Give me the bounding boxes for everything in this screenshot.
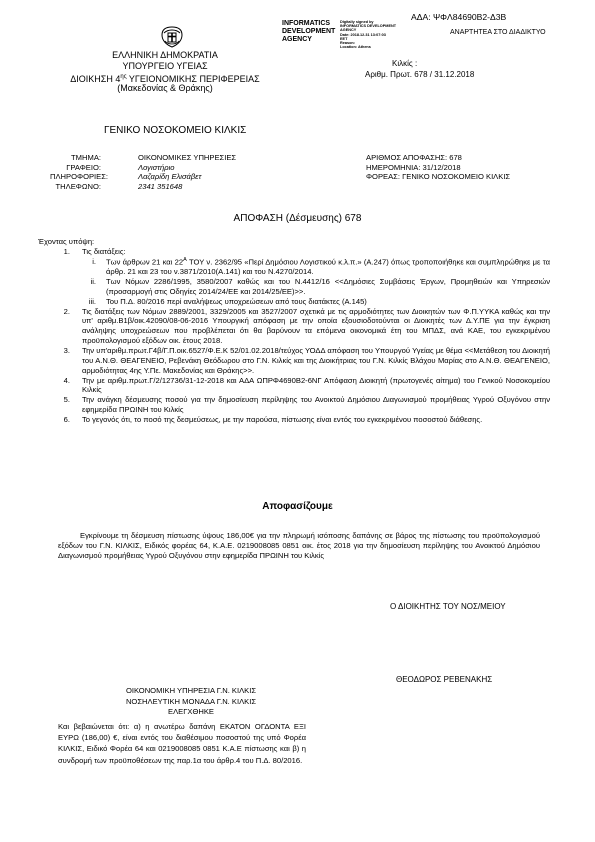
econ-line: ΝΟΣΗΛΕΥΤΙΚΗ ΜΟΝΑΔΑ Γ.Ν. ΚΙΛΚΙΣ <box>125 696 257 706</box>
sub-item-text <box>106 257 550 277</box>
item-number: 5. <box>63 395 70 405</box>
list-item <box>50 247 550 257</box>
item-number: 6. <box>63 415 70 424</box>
meta-row <box>50 153 236 163</box>
signature-stamp-details <box>340 20 398 49</box>
list-item <box>50 415 550 425</box>
stamp-detail: EET <box>340 36 348 41</box>
decision-heading: Αποφασίζουμε <box>262 501 333 512</box>
meta-row <box>50 163 236 173</box>
republic-name: ΕΛΛΗΝΙΚΗ ΔΗΜΟΚΡΑΤΙΑ <box>112 50 218 60</box>
econ-line: ΕΛΕΓΧΘΗΚΕ <box>168 707 214 716</box>
item-text: Την υπ'αριθμ.πρωτ.Γ4β/Γ.Π.οικ.6527/Φ.Ε.Κ 52/01.02.2018/τεύχος ΥΟΔΔ απόφαση του Υπουργού Υγείας με θέμα <<Μετάθεση του Διοικητή του Α.Ν.Θ. ΘΕΑΓΕΝΕΙΟ, Ρεβενάκη Θεόδωρου στο Γ.Ν. Κιλκίς και της Διοικήτριας του Γ.Ν. Κιλκίς Βλάχου Μαρίας στο Α.Ν.Θ. ΘΕΑΓΕΝΕΙΟ, αρμοδιότητας 4ης Υ.Πε. Μακεδονίας και Θράκης>>. <box>82 345 550 375</box>
decision-text <box>58 531 540 561</box>
greek-emblem-icon <box>160 26 184 51</box>
list-item <box>50 376 550 396</box>
item-text: Τις διατάξεις των Νόμων 2889/2001, 3329/2005 και 3527/2007 σχετικά με τις αρμοδιότητες των Διοικητών των Φ.Π.ΥΥΚΑ καθώς και την υπ' αριθμ.Β1β/οικ.42090/08-06-2016 Υπουργική απόφαση με την οποία εξουσιοδοτούνται οι Διοικητές των Δ.Υ.ΠΕ για την έγκριση ανάληψης υποχρεώσεων που προβλέπεται ότι θα βαρύνουν τα επόμενα οικονομικά έτη του ΜΠΔΣ, ανά ΚΑΕ, του εγκεκριμένου προϋπολογισμού εξόδων οικ. έτους 2018. <box>82 306 550 346</box>
stamp-line: DEVELOPMENT <box>282 28 336 35</box>
protocol-number: Αριθμ. Πρωτ. 678 / 31.12.2018 <box>365 70 475 79</box>
sub-item-superscript: A <box>183 256 187 263</box>
item-number: 2. <box>63 306 70 316</box>
economic-service-block <box>70 686 312 718</box>
stamp-detail: Location: Athens <box>340 45 371 50</box>
item-number: 1. <box>63 246 70 256</box>
signer-role: Ο ΔΙΟΙΚΗΤΗΣ ΤΟΥ ΝΟΣ/ΜΕΙΟΥ <box>390 602 506 611</box>
hospital-name: ΓΕΝΙΚΟ ΝΟΣΟΚΟΜΕΙΟ ΚΙΛΚΙΣ <box>104 125 247 136</box>
place-label: Κιλκίς : <box>392 59 418 68</box>
item-text: Το γεγονός ότι, το ποσό της δεσμεύσεως, με την παρούσα, πίστωσης είναι εντός του εγκεκριμένου ποσοστού διάθεσης. <box>82 415 483 424</box>
sub-item <box>56 257 550 277</box>
ministry-name: ΥΠΟΥΡΓΕΙΟ ΥΓΕΙΑΣ <box>122 61 208 71</box>
item-text: Τις διατάξεις: <box>82 246 126 256</box>
considerations-list <box>38 237 550 425</box>
authority-prefix: ΔΙΟΙΚΗΣΗ 4 <box>70 74 121 84</box>
item-number: 4. <box>63 375 70 385</box>
decision-body: Εγκρίνουμε τη δέσμευση πίστωσης ύψους 186,00€ για την πληρωμή ισόποσης δαπάνης σε βάρος της πίστωσης του προϋπολογισμού εξόδων του Γ.Ν. ΚΙΛΚΙΣ, Ειδικός φορέας 64, Κ.Α.Ε. 0219008085 0851 οικ. έτος 2018 για την δημοσίευση περίληψης του Ανοικτού Δημόσιου Διαγωνισμού προμήθειας Υγρού Οξυγόνου στην εφημερίδα ΠΡΩΙΝΗ του Κιλκίς <box>58 531 540 560</box>
meta-value: 2341 351648 <box>138 181 183 191</box>
contact-block <box>50 153 236 191</box>
meta-label: ΤΜΗΜΑ: <box>71 153 101 162</box>
item-number: 3. <box>63 345 70 355</box>
stamp-line: AGENCY <box>282 36 312 43</box>
signer-name: ΘΕΟΔΩΡΟΣ ΡΕΒΕΝΑΚΗΣ <box>396 675 493 684</box>
item-text: Την με αριθμ.πρωτ.Γ/2/12736/31-12-2018 και ΑΔΑ ΩΠΡΦ4690Β2-6ΝΓ Απόφαση Διοικητή (πρωτογενές αίτημα) του Γενικού Νοσοκομείου Κιλκίς <box>82 375 550 395</box>
decision-info-block <box>366 153 510 182</box>
sub-item-text: Των Νόμων 2286/1995, 3580/2007 καθώς και του Ν.4412/16 <<Δημόσιες Συμβάσεις Έργων, Προμηθειών και Υπηρεσιών (προσαρμογή στις Οδηγίες 2014/24/ΕΕ και 2014/25/ΕΕ)>>. <box>106 276 550 296</box>
decision-date: ΗΜΕΡΟΜΗΝΙΑ: 31/12/2018 <box>366 162 461 172</box>
list-item <box>50 346 550 376</box>
meta-value: Λαζαρίδη Ελισάβετ <box>138 172 202 181</box>
sub-item-text-pre: Των άρθρων 21 και 22 <box>106 257 184 267</box>
sub-item-text-post: ΤΟΥ ν. 2362/95 «Περί Δημόσιου Λογιστικού κ.λ.π.» (Α.247) όπως τροποποιήθηκε και συμπληρώθηκε με τα άρθρ. 21 και 23 του ν.3871/2010(Α.141) και του Ν.4270/2014. <box>106 257 550 277</box>
meta-value: Λογιστήριο <box>138 162 175 172</box>
sub-item-number: ii. <box>90 276 96 286</box>
stamp-line: INFORMATICS <box>282 20 331 27</box>
meta-row <box>50 172 236 182</box>
decision-number: ΑΡΙΘΜΟΣ ΑΠΟΦΑΣΗΣ: 678 <box>366 153 462 162</box>
meta-label: ΤΗΛΕΦΩΝΟ: <box>55 181 101 191</box>
sub-item-number: i. <box>92 256 96 266</box>
authority-suffix: ΥΓΕΙΟΝΟΜΙΚΗΣ ΠΕΡΙΦΕΡΕΙΑΣ <box>126 74 260 84</box>
item-text: Την ανάγκη δέσμευσης ποσού για την δημοσίευση περίληψης του Ανοικτού Δημόσιου Διαγωνισμού προμήθειας Υγρού Οξυγόνου στην εφημερίδα ΠΡΩΙΝΗ του Κιλκίς <box>82 395 550 415</box>
authority-ordinal: ης <box>120 74 127 80</box>
meta-label: ΓΡΑΦΕΙΟ: <box>66 162 101 172</box>
sub-item-number: iii. <box>88 296 96 306</box>
stamp-detail: INFORMATICS DEVELOPMENT <box>340 24 397 29</box>
signature-stamp-label <box>282 20 335 44</box>
meta-value: ΟΙΚΟΝΟΜΙΚΕΣ ΥΠΗΡΕΣΙΕΣ <box>138 153 237 162</box>
list-item <box>50 307 550 346</box>
considerations-intro: Έχοντας υπόψη: <box>38 237 95 246</box>
sub-item <box>56 297 550 307</box>
list-item <box>50 395 550 415</box>
stamp-detail: Digitally signed by <box>340 20 374 24</box>
econ-certification: Και βεβαιώνεται ότι: α) η ανωτέρω δαπάνη ΕΚΑΤΟΝ ΟΓΔΟΝΤΑ ΕΞΙ ΕΥΡΩ (186,00) €, είναι εντός του διαθέσιμου ποσοστού της υπό Φορέα ΚΙΛΚΙΣ, Ειδικό Φορέα 64 και 0219008085 0851 Κ.Α.Ε πίστωσης και β) η συνδρομή των προϋποθέσεων της παρ.1α του άρθρ.4 του Π.Δ. 80/2016. <box>58 722 306 765</box>
meta-label: ΠΛΗΡΟΦΟΡΙΕΣ: <box>50 172 109 181</box>
publish-notice: ΑΝΑΡΤΗΤΕΑ ΣΤΟ ΔΙΑΔΙΚΤΥΟ <box>450 29 546 36</box>
document-title: ΑΠΟΦΑΣΗ (Δέσμευσης) 678 <box>233 213 362 224</box>
stamp-detail: Date: 2018.12.31 13:07:03 <box>340 32 386 37</box>
decision-agency: ΦΟΡΕΑΣ: ΓΕΝΙΚΟ ΝΟΣΟΚΟΜΕΙΟ ΚΙΛΚΙΣ <box>366 172 511 181</box>
ada-code: ΑΔΑ: ΨΦΛ84690Β2-Δ3Β <box>411 12 507 22</box>
stamp-detail: Reason: <box>340 41 355 46</box>
meta-row <box>50 182 236 192</box>
stamp-detail: AGENCY <box>340 28 357 33</box>
region-name: (Μακεδονίας & Θράκης) <box>117 83 213 93</box>
econ-line: ΟΙΚΟΝΟΜΙΚΗ ΥΠΗΡΕΣΙΑ Γ.Ν. ΚΙΛΚΙΣ <box>125 686 257 695</box>
sub-item <box>56 277 550 297</box>
sub-item-text: Του Π.Δ. 80/2016 περί αναλήψεως υποχρεώσεων από τους διατάκτες (Α.145) <box>106 296 367 306</box>
